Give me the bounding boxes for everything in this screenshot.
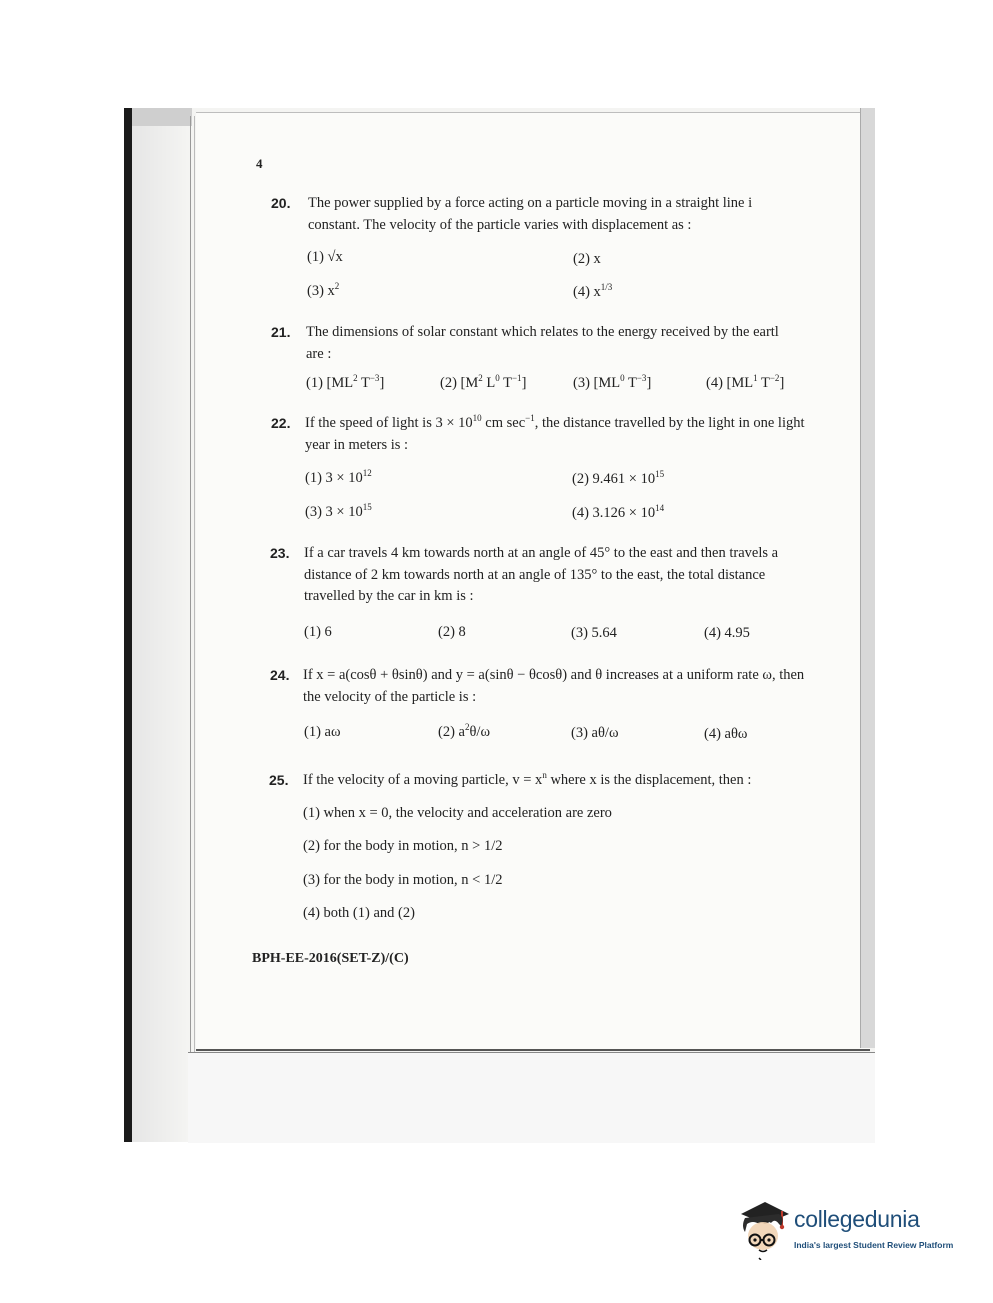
option-text: (4) x — [573, 284, 601, 300]
scan-shadow — [132, 108, 192, 126]
option-1 — [305, 470, 372, 487]
option-3: (3) 5.64 — [571, 625, 617, 641]
option-4 — [572, 505, 664, 522]
option-text: (1) [ML — [306, 375, 354, 391]
stem-text: cm sec — [481, 415, 526, 431]
option-text: T — [757, 375, 770, 391]
option-3 — [305, 504, 372, 521]
question-stem — [303, 665, 869, 708]
option-text: (3) 3 × 10 — [305, 504, 363, 520]
option-2 — [440, 375, 526, 392]
question-number: 20. — [271, 195, 291, 211]
stem-line: The dimensions of solar constant which relates to the energy received by the eartl — [306, 324, 779, 340]
option-2: (2) for the body in motion, n > 1/2 — [303, 838, 503, 854]
stem-text: where x is the displacement, then : — [546, 772, 752, 788]
collegedunia-logo[interactable] — [735, 1196, 965, 1260]
option-text: (4) [ML — [706, 375, 754, 391]
option-text: (2) a — [438, 724, 465, 740]
option-text: ] — [779, 375, 785, 391]
scanned-sheet — [124, 108, 875, 1142]
option-text: L — [482, 375, 496, 391]
superscript: 0 — [620, 373, 625, 383]
brand-tagline: India's largest Student Review Platform — [794, 1240, 954, 1250]
option-1 — [306, 375, 384, 392]
option-text: ] — [521, 375, 527, 391]
option-text: (1) 3 × 10 — [305, 470, 363, 486]
paper-code: BPH-EE-2016(SET-Z)/(C) — [252, 951, 409, 966]
option-3 — [307, 283, 339, 300]
superscript: n — [542, 770, 547, 780]
option-text: (3) [ML — [573, 375, 621, 391]
scan-bottom-area — [188, 1052, 875, 1143]
option-text: T — [499, 375, 512, 391]
option-2: (2) 8 — [438, 624, 466, 640]
stem-line — [303, 770, 863, 792]
stem-text: If the speed of light is 3 × 10 — [305, 415, 473, 431]
superscript: 2 — [353, 373, 358, 383]
option-1: (1) aω — [304, 724, 341, 740]
superscript: 14 — [655, 503, 665, 513]
question-number: 22. — [271, 415, 291, 431]
superscript: 2 — [478, 373, 483, 383]
stem-line: The power supplied by a force acting on a particle moving in a straight line i — [308, 195, 753, 211]
stem-line: distance of 2 km towards north at an angle of 135° to the east, the total distance — [304, 566, 766, 583]
question-stem — [303, 770, 863, 792]
option-text: θ/ω — [469, 724, 490, 740]
superscript: 1 — [753, 373, 758, 383]
superscript: −3 — [636, 373, 647, 383]
option-text: (2) [M — [440, 375, 479, 391]
question-stem — [304, 543, 867, 608]
stem-line — [305, 413, 865, 435]
option-text: (2) 9.461 × 10 — [572, 471, 656, 487]
option-2: (2) x — [573, 251, 601, 267]
superscript: 2 — [464, 722, 470, 732]
page-number: 4 — [256, 156, 263, 171]
superscript: 12 — [362, 468, 372, 478]
option-text: (4) 3.126 × 10 — [572, 505, 656, 521]
option-3 — [573, 375, 651, 392]
stem-line: constant. The velocity of the particle varies with displacement as : — [308, 216, 692, 233]
superscript: −1 — [525, 413, 535, 423]
option-4 — [573, 284, 612, 301]
option-4: (4) aθω — [704, 726, 748, 742]
brand-name: collegedunia — [794, 1206, 920, 1232]
superscript: −1 — [511, 373, 522, 383]
stem-text: , the distance travelled by the light in one light — [534, 415, 805, 431]
scan-left-margin — [132, 126, 188, 1142]
option-text: ] — [379, 375, 385, 391]
option-4 — [706, 375, 784, 392]
question-stem — [306, 322, 866, 365]
superscript: 1/3 — [600, 282, 613, 292]
superscript: 2 — [334, 281, 340, 291]
superscript: 15 — [362, 502, 372, 512]
question-stem — [305, 413, 865, 456]
stem-line: are : — [306, 345, 332, 362]
question-number: 23. — [270, 545, 290, 561]
option-2 — [438, 724, 490, 741]
option-text: ] — [646, 375, 652, 391]
question-stem — [308, 193, 868, 236]
option-text: T — [357, 375, 370, 391]
stem-text: If the velocity of a moving particle, v = x — [303, 772, 543, 788]
option-4: (4) 4.95 — [704, 625, 750, 641]
question-number: 21. — [271, 324, 291, 340]
superscript: 10 — [472, 413, 482, 423]
question-number: 25. — [269, 772, 289, 788]
superscript: 15 — [655, 469, 665, 479]
stem-line: year in meters is : — [305, 436, 409, 453]
scan-fold-line — [190, 116, 195, 1056]
stem-line: travelled by the car in km is : — [304, 588, 474, 604]
option-4: (4) both (1) and (2) — [303, 905, 415, 921]
option-3: (3) for the body in motion, n < 1/2 — [303, 872, 503, 888]
stem-line: the velocity of the particle is : — [303, 688, 477, 705]
option-1: (1) 6 — [304, 624, 332, 640]
superscript: −3 — [369, 373, 380, 383]
superscript: −2 — [769, 373, 780, 383]
superscript: 0 — [495, 373, 500, 383]
option-1: (1) √x — [307, 249, 343, 265]
stem-line: If x = a(cosθ + θsinθ) and y = a(sinθ − θcosθ) and θ increases at a uniform rate ω, then — [303, 667, 805, 683]
option-3: (3) aθ/ω — [571, 725, 619, 741]
option-text: T — [624, 375, 637, 391]
student-mascot-icon — [735, 1196, 793, 1260]
question-number: 24. — [270, 667, 290, 683]
stem-line: If a car travels 4 km towards north at an angle of 45° to the east and then travels a — [304, 545, 779, 561]
option-1: (1) when x = 0, the velocity and acceleration are zero — [303, 805, 612, 821]
option-2 — [572, 471, 664, 488]
option-text: (3) x — [307, 283, 335, 299]
